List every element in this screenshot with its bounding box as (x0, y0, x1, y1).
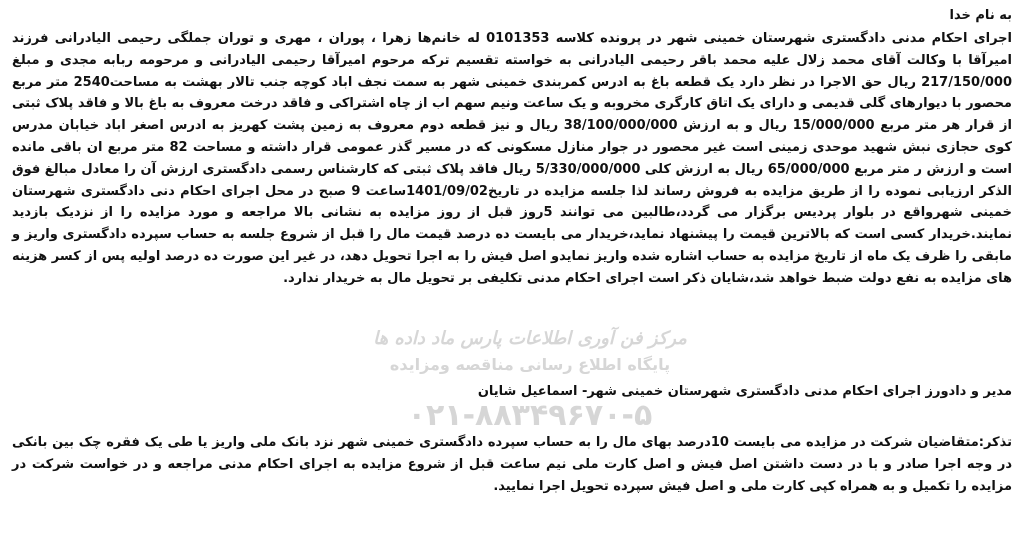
notice-reminder: تذکر:متقاضیان شرکت در مزایده می بایست 10درصد بهای مال را به حساب سپرده دادگستری خمینی شهر نزد بانک ملی واریز یا طی یک فقره چک بین بانکی در وجه اجرا صادر و با در دست داشتن اصل فیش و اصل کارت ملی نیم ساعت قبل از شروع مزایده به اجرای احکام مدنی مراجعه و در خواست شرکت در مزایده را تکمیل و به همراه کپی کارت ملی و اصل فیش سپرده تحویل اجرا نمایید. (12, 435, 1013, 494)
auction-notice-body: اجرای احکام مدنی دادگستری شهرستان خمینی شهر در پرونده کلاسه 0101353 له خانم‌ها زهرا ، پوران ، مهری و توران جملگی رحیمی الیادرانی فرزند امیرآقا با وکالت آقای محمد زلال علیه محمد باقر رحیمی الیادرانی به خواسته تقسیم ترکه مرحوم امیرآقا رحیمی الیادرانی و مرحومه ربابه مجدی و مبلغ 217/150/000 ریال حق الاجرا در نظر دارد یک قطعه باغ به ادرس کمربندی خمینی شهر به سمت نجف اباد کوچه جنب تالار بهشت به مساحت2540 متر مربع محصور با دیوارهای گلی قدیمی و دارای یک اتاق کارگری مخروبه و یک ساعت ونیم سهم اب از چاه اشتراکی و فاقد درخت معروف به باغ بالا و فاقد پلاک ثبتی از قرار هر متر مربع 15/000/000 ریال و به ارزش 38/100/000/000 ریال و نیز قطعه دوم معروف به زمین پشت کهریز به ادرس اصغر اباد خیابان مدرس کوی حجازی نبش شهید موحدی زمینی است غیر محصور در جوار منازل مسکونی که در مسیر گذر عمومی قرار داشته و مساحت 82 متر مربع ان باقی مانده است و ارزش ر متر مربع 65/000/000 ریال به ارزش کلی 5/330/000/000 ریال فاقد پلاک ثبتی که کارشناس رسمی دادگستری ارزش آن را معادل مبالغ فوق الذکر ارزیابی نموده را از طریق مزایده به فروش رساند لذا جلسه مزایده در تاریخ1401/09/02ساعت 9 صبح در محل اجرای احکام دنی دادگستری شهرستان خمینی شهرواقع در بلوار پردیس برگزار می گردد،طالبین می توانند 5روز قبل از روز مزایده به نشانی بالا مراجعه و مورد مزایده را از نزدیک بازدید نمایند.خریدار کسی است که بالاترین قیمت را پیشنهاد نماید،خریدار می بایست ده درصد قیمت مال را قبل از شروع جلسه به حساب سپرده دادگستری واریز و مابقی را ظرف یک ماه از تاریخ مزایده به حساب اشاره شده واریز نمایدو اصل فیش را به اجرا تحویل دهد، در غیر این صورت ده درصد اولیه پس از کسر هزینه های مزایده به نفع دولت ضبط خواهد شد،شایان ذکر است اجرای احکام مدنی تکلیفی بر تحویل مال به خریدار ندارد. (12, 31, 1012, 286)
signature-line: مدیر و دادورز اجرای احکام مدنی دادگستری شهرستان خمینی شهر- اسماعیل شایان (477, 384, 1012, 399)
watermark-portal: پایگاه اطلاع رسانی مناقصه ومزایده (389, 355, 671, 374)
document-heading: به نام خدا (949, 8, 1012, 23)
watermark-company: مرکز فن آوری اطلاعات پارس ماد داده ها (373, 328, 687, 349)
watermark-phone: ۰۲۱-۸۸۳۴۹۶۷۰-۵ (407, 398, 653, 433)
